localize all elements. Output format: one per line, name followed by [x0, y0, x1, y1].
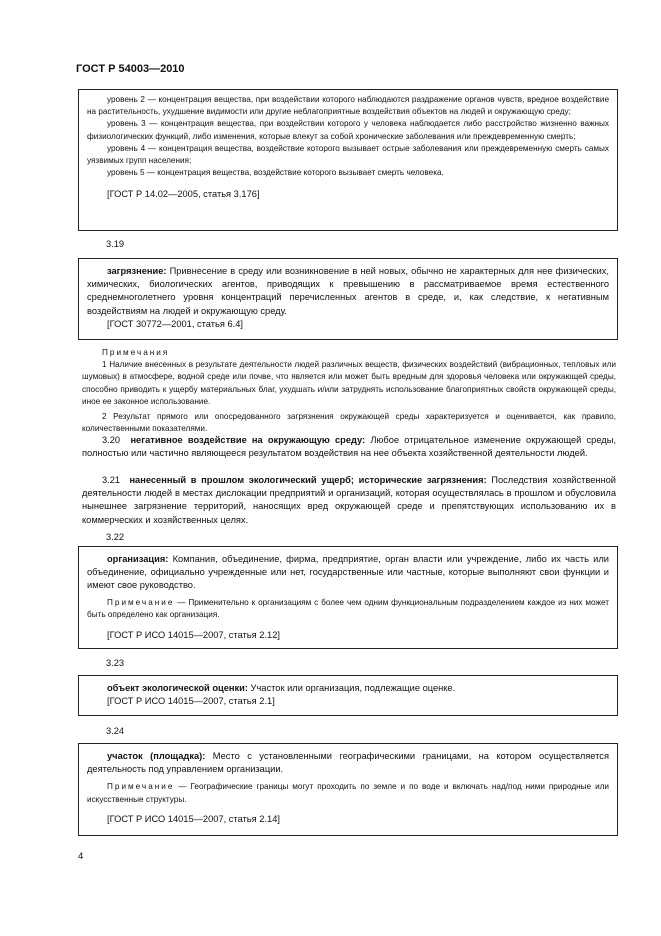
- term-definition: [87, 682, 609, 695]
- level-3-text: уровень 3 — концентрация вещества, при воздействии которого у человека наблюдается либо расстройство жизненно важных физиологических функций, либо изменения, которые влекут за собой хронические заболевания или преждевременную смерть;: [87, 119, 609, 141]
- term-name: негативное воздействие на окружающую среду:: [130, 435, 366, 445]
- level-5-text: уровень 5 — концентрация вещества, воздействие которого вызывает смерть человека.: [107, 168, 444, 178]
- term-box-pollution: [78, 258, 618, 340]
- definition-text: Участок или организация, подлежащие оценке.: [247, 683, 456, 693]
- clause-3-21: [82, 474, 616, 527]
- note-label: Примечание: [107, 597, 175, 607]
- term-box-site: [78, 743, 618, 836]
- document-header: ГОСТ Р 54003—2010: [76, 63, 185, 75]
- term-box-assessment-object: [78, 675, 618, 716]
- term-definition: [82, 474, 616, 527]
- definition-text: Компания, объединение, фирма, предприятие, орган власти или учреждение, либо их часть или объединение, официально учрежденные или нет, государственные или частные, которые выполняют свои функции и имеют свое руководство.: [87, 554, 609, 591]
- reference: [ГОСТ Р ИСО 14015—2007, статья 2.1]: [107, 696, 275, 707]
- note-2: 2 Результат прямого или опосредованного загрязнения окружающей среды характеризуется и оценивается, как правило, количественными показателями.: [82, 412, 616, 434]
- term-box-organization: [78, 546, 618, 649]
- term-box-levels: [78, 89, 618, 231]
- term-definition: [87, 750, 609, 776]
- notes-title: Примечания: [102, 348, 170, 357]
- term-name: объект экологической оценки:: [107, 683, 248, 693]
- level-2-text: уровень 2 — концентрация вещества, при воздействии которого наблюдаются раздражение органов чувств, вредное воздействие на растительность, ухудшение видимости или другие неблагоприятные воздействия объектов на людей и окружающую среду;: [87, 95, 609, 117]
- reference: [ГОСТ Р ИСО 14015—2007, статья 2.12]: [107, 630, 280, 641]
- term-definition: [87, 265, 609, 318]
- term-name: участок (площадка):: [107, 751, 206, 761]
- term-definition: [87, 553, 609, 593]
- pollution-notes: [82, 347, 616, 435]
- clause-number: 3.22: [106, 532, 125, 542]
- note: [87, 781, 609, 805]
- clause-number: 3.23: [106, 658, 125, 668]
- definition-text: Место с установленными географическими границами, на котором осуществляется деятельность под управлением организации.: [87, 751, 609, 775]
- definition-text: Последствия хозяйственной деятельности людей в местах дислокации предприятий и организаций, которая осуществлялась в прошлом и обусловила нынешнее загрязнение территорий, наносящих вред окружающей среде и препятствующих использованию их в коммерческих и хозяйственных целях.: [82, 475, 616, 525]
- definition-text: Любое отрицательное изменение окружающей среды, полностью или частично являющееся результатом воздействия на нее объекта хозяйственной деятельности людей.: [82, 435, 616, 459]
- clause-number: 3.21: [102, 475, 121, 485]
- note-text: — Применительно к организациям с более чем одним функциональным подразделением каждое из них может быть определено как организация.: [87, 597, 609, 619]
- clause-number: 3.20: [102, 435, 121, 445]
- clause-number: 3.24: [106, 726, 125, 736]
- clause-3-20: [82, 434, 616, 460]
- term-name: нанесенный в прошлом экологический ущерб; исторические загрязнения:: [129, 475, 487, 485]
- level-4-text: уровень 4 — концентрация вещества, воздействие которого вызывает острые заболевания или преждевременную смерть самых уязвимых групп населения;: [87, 143, 609, 166]
- reference: [ГОСТ Р 14.02—2005, статья 3.176]: [107, 189, 260, 200]
- page-number: 4: [78, 851, 84, 862]
- clause-number: 3.19: [106, 239, 125, 249]
- reference: [ГОСТ 30772—2001, статья 6.4]: [107, 318, 243, 329]
- term-definition: [82, 434, 616, 460]
- term-name: загрязнение:: [107, 266, 167, 276]
- term-name: организация:: [107, 554, 169, 564]
- note-text: — Географические границы могут проходить по земле и по воде и включать над/под ними природные или искусственные структуры.: [87, 782, 609, 804]
- note-label: Примечание: [107, 782, 175, 792]
- definition-text: Привнесение в среду или возникновение в ней новых, обычно не характерных для нее физических, химических, биологических агентов, приводящих к превышению в рассматриваемое время естественного среднемноголетнего уровня концентраций перечисленных агентов в среде, и, как следствие, к негативным воздействиям на людей и окружающую среду.: [87, 266, 609, 316]
- note-1: 1 Наличие внесенных в результате деятельности людей различных веществ, физических воздействий (вибрационных, тепловых или шумовых) в атмосфере, водной среде или почве, что является или может быть вредным для здоровья человека или окружающей среды, способно приводить к ущербу материальных благ, ухудшать и/или затруднять использование благоприятных свойств окружающей среды, иное ее законное использование.: [82, 360, 616, 406]
- note: [87, 597, 609, 621]
- reference: [ГОСТ Р ИСО 14015—2007, статья 2.14]: [107, 813, 280, 824]
